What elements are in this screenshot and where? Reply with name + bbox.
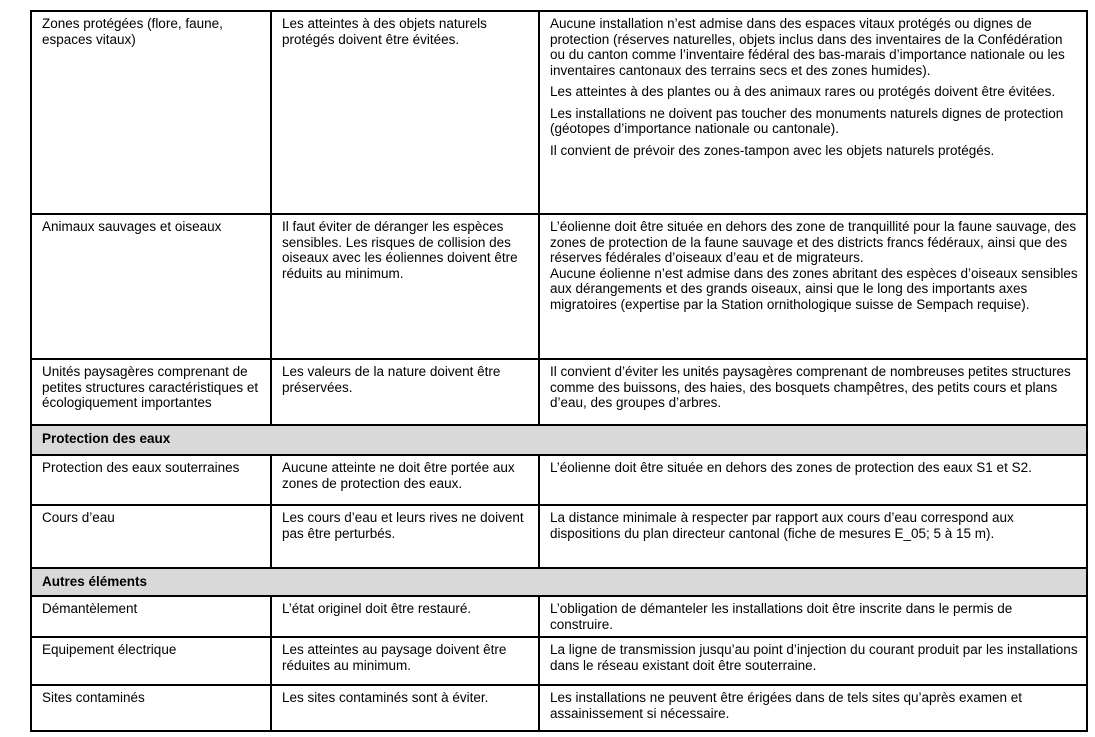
principle-cell <box>271 596 539 637</box>
section-header-row-protection-eaux <box>31 425 1087 455</box>
requirement-paragraph: Les atteintes à des plantes ou à des animaux rares ou protégés doivent être évitées. <box>550 84 1056 99</box>
principle-text: Aucune atteinte ne doit être portée aux zones de protection des eaux. <box>282 460 515 491</box>
criterion-cell <box>31 596 271 637</box>
criterion-text: Sites contaminés <box>42 690 145 705</box>
requirement-paragraph: Les installations ne peuvent être érigées dans de tels sites qu’après examen et assainissement si nécessaire. <box>550 690 1023 721</box>
section-header-cell: Autres éléments <box>31 568 1087 596</box>
principle-text: L’état originel doit être restauré. <box>282 601 472 616</box>
requirements-cell <box>539 596 1087 637</box>
criterion-text: Zones protégées (flore, faune, espaces vitaux) <box>42 16 223 47</box>
requirement-paragraph: La distance minimale à respecter par rapport aux cours d’eau correspond aux dispositions du plan directeur cantonal (fiche de mesures E_05; 5 à 15 m). <box>550 510 1014 541</box>
criterion-cell <box>31 685 271 731</box>
principle-cell <box>271 359 539 425</box>
criterion-text: Protection des eaux souterraines <box>42 460 240 475</box>
principle-cell <box>271 505 539 568</box>
requirements-cell <box>539 359 1087 425</box>
requirements-cell <box>539 214 1087 359</box>
requirements-cell <box>539 685 1087 731</box>
principle-cell <box>271 214 539 359</box>
requirements-cell <box>539 505 1087 568</box>
criterion-cell <box>31 505 271 568</box>
criterion-cell <box>31 455 271 505</box>
requirement-paragraph: La ligne de transmission jusqu’au point d’injection du courant produit par les installations dans le réseau existant doit être souterraine. <box>550 642 1078 673</box>
criterion-cell <box>31 214 271 359</box>
table-row-eaux-souterraines <box>31 455 1087 505</box>
criterion-text: Démantèlement <box>42 601 138 616</box>
table-row-unites-paysageres <box>31 359 1087 425</box>
criterion-cell <box>31 359 271 425</box>
principle-text: Les sites contaminés sont à éviter. <box>282 690 489 705</box>
criterion-text: Cours d’eau <box>42 510 115 525</box>
table-row-cours-eau <box>31 505 1087 568</box>
principle-cell <box>271 637 539 685</box>
requirement-paragraph: Aucune installation n’est admise dans des espaces vitaux protégés ou dignes de protection (réserves naturelles, objets inclus dans des inventaires de la Confédération ou du canton comme l’inventaire fédéral des bas-marais d’importance nationale ou les inventaires cantonaux des terrains secs et des zones humides). <box>550 16 1065 78</box>
requirement-paragraph: L’éolienne doit être située en dehors des zone de tranquillité pour la faune sauvage, des zones de protection de la faune sauvage et des districts francs fédéraux, ainsi que des réserves fédérales d’oiseaux d’eau et de migrateurs. <box>550 219 1077 265</box>
principle-text: Il faut éviter de déranger les espèces sensibles. Les risques de collision des oiseaux avec les éoliennes doivent être réduits au minimum. <box>282 219 518 281</box>
criterion-text: Animaux sauvages et oiseaux <box>42 219 222 234</box>
principle-text: Les valeurs de la nature doivent être préservées. <box>282 364 501 395</box>
table-wrapper <box>30 10 1088 732</box>
criterion-cell <box>31 637 271 685</box>
principle-text: Les cours d’eau et leurs rives ne doivent pas être perturbés. <box>282 510 524 541</box>
table-row-zones-protegees <box>31 11 1087 214</box>
requirement-paragraph: Aucune éolienne n’est admise dans des zones abritant des espèces d’oiseaux sensibles aux dérangements et des grands oiseaux, ainsi que le long des importants axes migratoires (expertise par la Station ornithologique suisse de Sempach requise). <box>550 265 1078 312</box>
requirements-cell <box>539 637 1087 685</box>
principle-text: Les atteintes à des objets naturels protégés doivent être évitées. <box>282 16 487 47</box>
requirements-cell <box>539 455 1087 505</box>
principle-text: Les atteintes au paysage doivent être réduites au minimum. <box>282 642 507 673</box>
table-row-demantelement <box>31 596 1087 637</box>
table-row-equipement-electrique <box>31 637 1087 685</box>
requirement-paragraph: L’obligation de démanteler les installations doit être inscrite dans le permis de construire. <box>550 601 1013 632</box>
requirement-paragraph: Il convient d’éviter les unités paysagères comprenant de nombreuses petites structures comme des buissons, des haies, des bosquets champêtres, des petits cours et plans d’eau, des groupes d’arbres. <box>550 364 1071 410</box>
principle-cell <box>271 685 539 731</box>
section-header-cell: Protection des eaux <box>31 425 1087 455</box>
requirements-cell <box>539 11 1087 214</box>
requirement-paragraph: L’éolienne doit être située en dehors des zones de protection des eaux S1 et S2. <box>550 460 1032 475</box>
table-row-animaux-sauvages <box>31 214 1087 359</box>
criterion-cell <box>31 11 271 214</box>
principle-cell <box>271 11 539 214</box>
table-row-sites-contamines <box>31 685 1087 731</box>
criteria-table <box>30 10 1088 732</box>
criterion-text: Equipement électrique <box>42 642 177 657</box>
requirement-paragraph: Les installations ne doivent pas toucher des monuments naturels dignes de protection (géotopes d’importance nationale ou cantonale). <box>550 105 1064 136</box>
requirement-paragraph: Il convient de prévoir des zones-tampon avec les objets naturels protégés. <box>550 142 995 158</box>
criterion-text: Unités paysagères comprenant de petites structures caractéristiques et écologiquement importantes <box>42 364 259 410</box>
section-header-row-autres-elements <box>31 568 1087 596</box>
principle-cell <box>271 455 539 505</box>
